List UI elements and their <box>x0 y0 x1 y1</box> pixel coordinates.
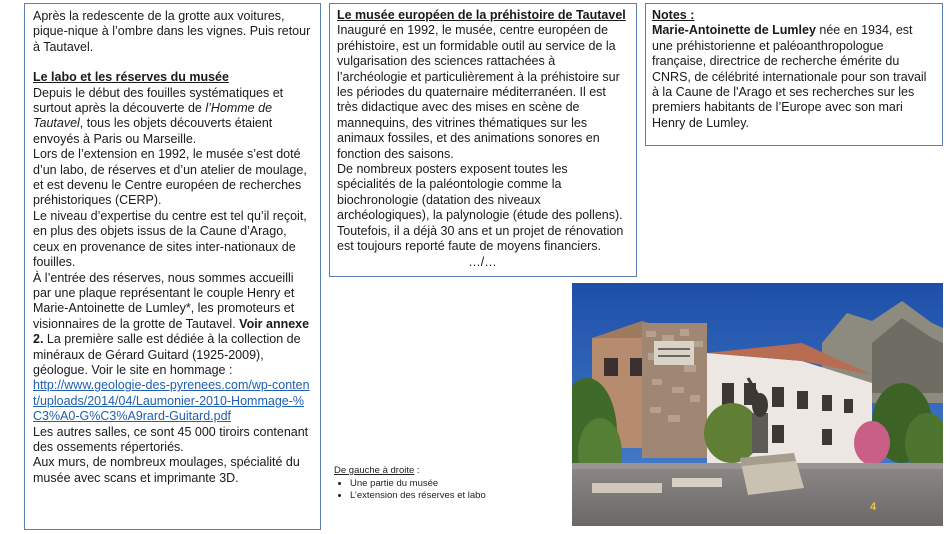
museum-sign <box>654 341 694 365</box>
left-text-column <box>24 3 321 530</box>
musee-paragraph-2: De nombreux posters exposent toutes les spécialités de la paléontologie comme la biochronologie (datation des niveaux archéologiques), la palynologie (étude des pollens). <box>337 162 623 223</box>
labo-paragraph-3: Le niveau d’expertise du centre est tel qu’il reçoit, en plus des objets issus de la Caune d’Arago, ceux en provenance de sites inter-nationaux de fouilles. <box>33 208 307 270</box>
labo-paragraph-1: Depuis le début des fouilles systématiques et surtout après la découverte de l’Homme de Tautavel, tous les objets découverts étaient envoyés à Paris ou Marseille. <box>33 85 284 146</box>
labo-paragraph-4: À l’entrée des réserves, nous sommes accueilli par une plaque représentant le couple Henry et Marie-Antoinette de Lumley*, les promoteurs et visionnaires de la grotte de Tautavel. Voir annexe 2. La première salle est dédiée à la collection de minéraux de Gérard Guitard (1925-2009), géologue. Voir le site en hommage : <box>33 270 310 377</box>
intro-paragraph: Après la redescente de la grotte aux voitures, pique-nique à l’ombre dans les vignes. Puis retour à Tautavel. <box>33 9 311 54</box>
notes-box <box>645 3 943 146</box>
statue-pedestal <box>752 413 768 453</box>
notes-person-name: Marie-Antoinette de Lumley <box>652 23 816 38</box>
middle-text-column <box>329 3 637 277</box>
labo-heading: Le labo et les réserves du musée <box>33 70 229 85</box>
annexe-reference: Voir annexe 2. <box>33 316 310 347</box>
photo-caption: De gauche à droite : • Une partie du musée • L’extension des réserves et labo <box>334 465 564 503</box>
musee-paragraph-3: Toutefois, il a déjà 30 ans et un projet de rénovation est toujours reporté faute de moyens financiers. <box>337 223 624 254</box>
labo-paragraph-2: Lors de l’extension en 1992, le musée s’est doté d’un labo, de réserves et d’un atelier de moulage, et est devenu le Centre européen de recherches préhistoriques (CERP). <box>33 147 307 208</box>
tree <box>704 403 760 463</box>
notes-heading: Notes : <box>652 8 695 22</box>
caption-title: De gauche à droite <box>334 465 415 476</box>
labo-paragraph-5: Les autres salles, ce sont 45 000 tiroirs contenant des ossements répertoriés. <box>33 424 309 454</box>
caption-item: • Une partie du musée <box>350 478 564 491</box>
labo-paragraph-6: Aux murs, de nombreux moulages, spécialité du musée avec scans et imprimante 3D. <box>33 455 300 485</box>
photo-number: 4 <box>870 501 877 513</box>
museum-photo <box>572 283 943 526</box>
caption-item: • L’extension des réserves et labo <box>350 490 564 503</box>
hommage-link[interactable]: http://www.geologie-des-pyrenees.com/wp-content/uploads/2014/04/Laumonier-2010-Hommage-%C3%A0-G%C3%A9rard-Guitard.pdf <box>33 378 310 424</box>
musee-paragraph-1: Inauguré en 1992, le musée, centre européen de préhistoire, est un formidable outil au service de la vulgarisation des sciences rattachées à l’archéologie et particulièrement à la préhistoire sur les périodes du quaternaire méditerranéen. Il est très didactique avec des mises en scène de mannequins, des vitrines thématiques sur les animaux fossiles, et des animations sonores en fonction des saisons. <box>337 23 620 161</box>
homme-de-tautavel-emphasis: l’Homme de Tautavel <box>33 101 273 131</box>
continuation-mark: …/… <box>468 254 497 269</box>
musee-heading: Le musée européen de la préhistoire de Tautavel <box>337 8 626 22</box>
notes-paragraph: Marie-Antoinette de Lumley née en 1934, est une préhistorienne et paléoanthropologue française, directrice de recherche émérite du CNRS, de célébrité internationale pour son travail à la Caune de l'Arago et ses recherches sur les premiers habitants de l’Europe avec son mari Henry de Lumley. <box>652 23 927 130</box>
